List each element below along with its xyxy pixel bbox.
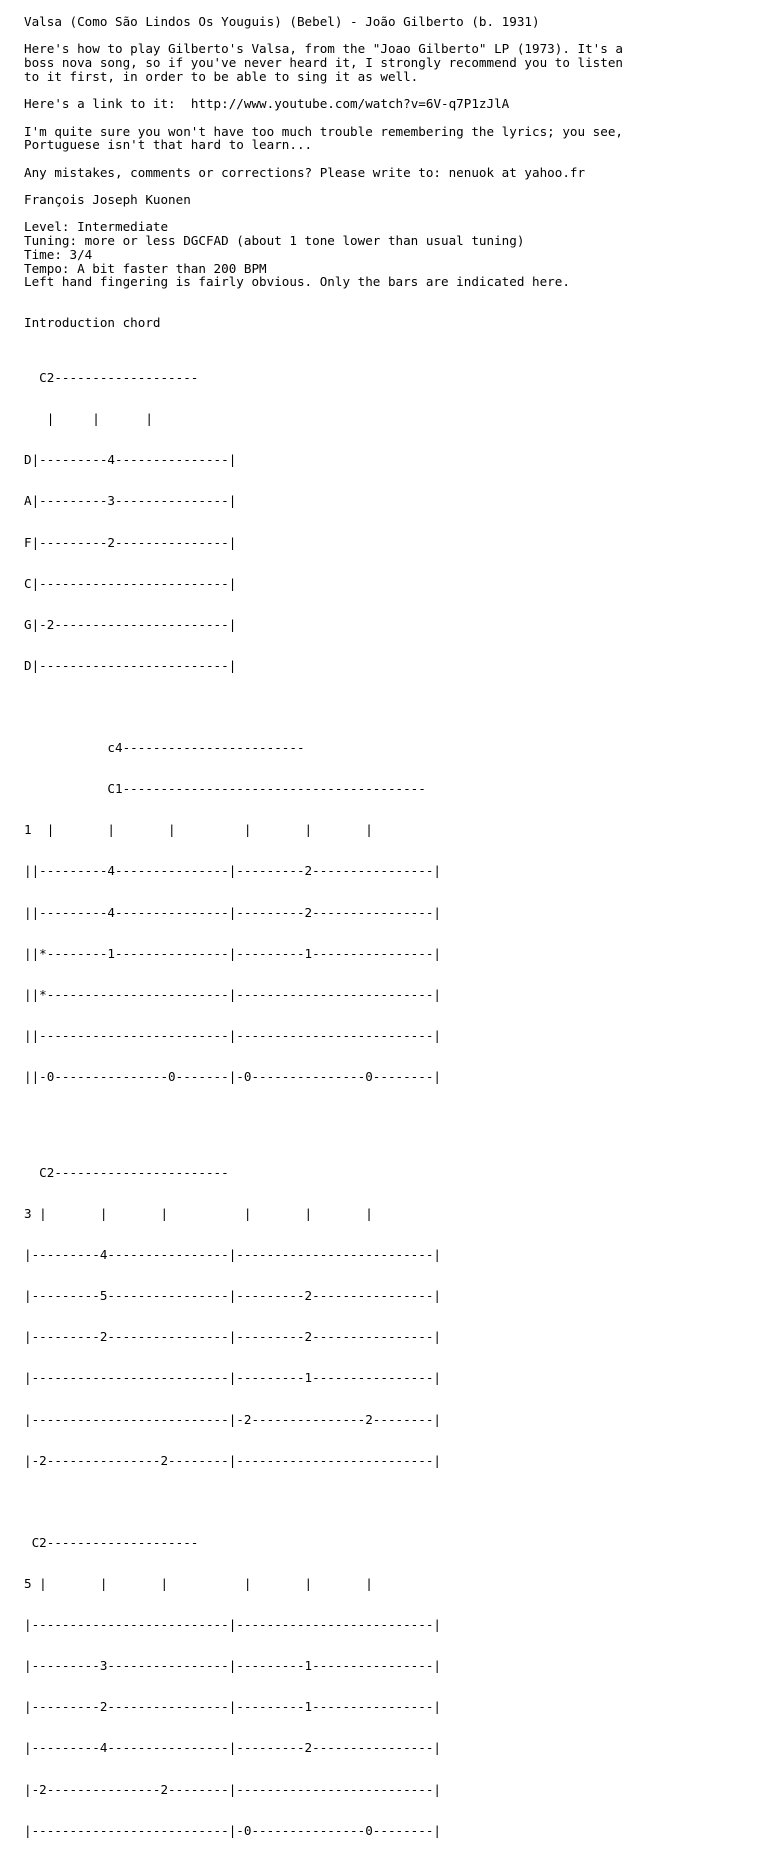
tab-line: |--------------------------|-2---------------2--------| bbox=[24, 1411, 442, 1427]
tab-line: C2----------------------- bbox=[24, 1164, 229, 1180]
tab-line: |--------------------------|---------1----------------| bbox=[24, 1370, 442, 1386]
fingering-info: Left hand fingering is fairly obvious. Only the bars are indicated here. bbox=[24, 274, 570, 290]
tab-line: G|-2-----------------------| bbox=[24, 616, 237, 632]
tab-line: |---------2----------------|---------1----------------| bbox=[24, 1699, 442, 1715]
tab-line: ||---------4---------------|---------2----------------| bbox=[24, 863, 442, 879]
link-line bbox=[24, 97, 768, 111]
intro-line-3: to it first, in order to be able to sing it as well. bbox=[24, 68, 419, 84]
bar-3-tab bbox=[24, 1139, 768, 1495]
tab-line: |---------5----------------|---------2----------------| bbox=[24, 1288, 442, 1304]
tab-line: 3 | | | | | | bbox=[24, 1206, 373, 1222]
tab-line: |---------2----------------|---------2----------------| bbox=[24, 1329, 442, 1345]
intro-line-1: Here's how to play Gilberto's Valsa, from the "Joao Gilberto" LP (1973). It's a bbox=[24, 41, 623, 57]
tab-line: |---------4----------------|--------------------------| bbox=[24, 1247, 442, 1263]
song-title: Valsa (Como São Lindos Os Youguis) (Bebel) - João Gilberto (b. 1931) bbox=[24, 14, 540, 29]
lyrics-note-line-1: I'm quite sure you won't have too much trouble remembering the lyrics; you see, bbox=[24, 123, 623, 139]
tab-line: | | | bbox=[24, 411, 153, 427]
tuning-info: Tuning: more or less DGCFAD (about 1 tone lower than usual tuning) bbox=[24, 233, 525, 249]
tab-line: C|-------------------------| bbox=[24, 575, 237, 591]
tab-line: ||-0---------------0-------|-0---------------0--------| bbox=[24, 1069, 442, 1084]
tab-line: |---------3----------------|---------1----------------| bbox=[24, 1658, 442, 1674]
contact-line: Any mistakes, comments or corrections? Please write to: nenuok at yahoo.fr bbox=[24, 164, 586, 180]
tab-line: 5 | | | | | | bbox=[24, 1575, 373, 1591]
tab-line: D|---------4---------------| bbox=[24, 452, 237, 468]
intro-line-2: boss nova song, so if you've never heard it, I strongly recommend you to listen bbox=[24, 55, 623, 71]
tab-line: |--------------------------|--------------------------| bbox=[24, 1617, 442, 1633]
tab-line: F|---------2---------------| bbox=[24, 534, 237, 550]
tab-line: ||*--------1---------------|---------1----------------| bbox=[24, 945, 442, 961]
tab-line: C1---------------------------------------- bbox=[24, 781, 426, 797]
tab-line: 1 | | | | | | bbox=[24, 822, 373, 838]
tab-line: C2-------------------- bbox=[24, 1534, 199, 1550]
tab-line: ||-------------------------|--------------------------| bbox=[24, 1027, 442, 1043]
author-name: François Joseph Kuonen bbox=[24, 192, 191, 208]
intro-chord-tab bbox=[24, 344, 768, 700]
bar-5-tab bbox=[24, 1508, 768, 1864]
tab-line: D|-------------------------| bbox=[24, 657, 237, 673]
level-info: Level: Intermediate bbox=[24, 219, 169, 235]
link-label: Here's a link to it: bbox=[24, 96, 191, 112]
tab-line: |-2---------------2--------|--------------------------| bbox=[24, 1781, 442, 1797]
tab-line: ||---------4---------------|---------2----------------| bbox=[24, 904, 442, 920]
tab-line: C2------------------- bbox=[24, 370, 199, 386]
lyrics-note-line-2: Portuguese isn't that hard to learn... bbox=[24, 137, 313, 153]
youtube-link[interactable]: http://www.youtube.com/watch?v=6V-q7P1zJlA bbox=[190, 96, 510, 112]
tempo-info: Tempo: A bit faster than 200 BPM bbox=[24, 260, 267, 276]
intro-chord-heading: Introduction chord bbox=[24, 315, 161, 331]
tab-line: |---------4----------------|---------2----------------| bbox=[24, 1740, 442, 1756]
document-page bbox=[24, 15, 768, 1865]
tab-line: A|---------3---------------| bbox=[24, 493, 237, 509]
tab-line: |-2---------------2--------|--------------------------| bbox=[24, 1452, 442, 1468]
bar-1-tab bbox=[24, 714, 768, 1111]
tab-line: c4------------------------ bbox=[24, 740, 305, 756]
tab-line: ||*------------------------|--------------------------| bbox=[24, 986, 442, 1002]
time-info: Time: 3/4 bbox=[24, 246, 93, 262]
tab-line: |--------------------------|-0---------------0--------| bbox=[24, 1822, 442, 1838]
